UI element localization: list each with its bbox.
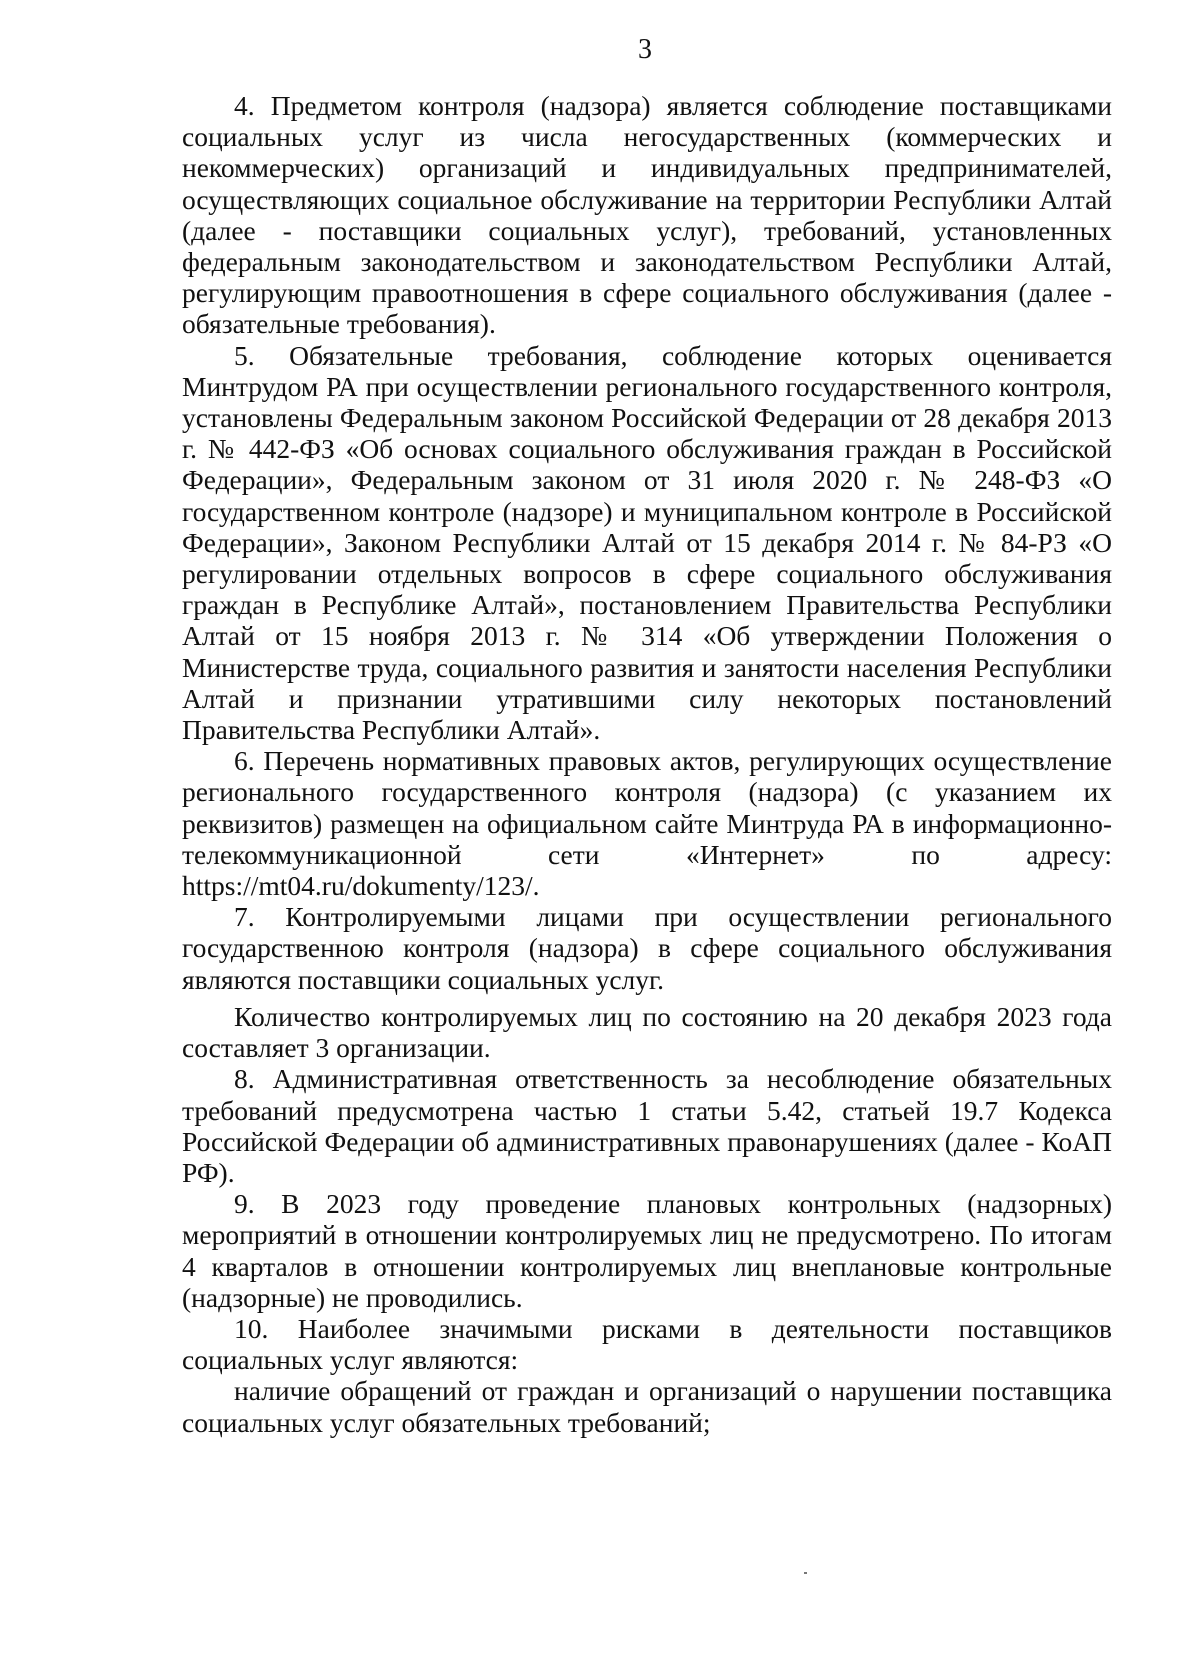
paragraph-risk-item: наличие обращений от граждан и организаций о нарушении поставщика социальных услуг обязательных требований; (182, 1375, 1112, 1438)
paragraph-6: 6. Перечень нормативных правовых актов, регулирующих осуществление регионального государственного контроля (надзора) (с указанием их реквизитов) размещен на официальном сайте Минтруда РА в информационно-телекоммуникационной сети «Интернет» по адресу: https://mt04.ru/dokumenty/123/. (182, 745, 1112, 902)
paragraph-controlled-count: Количество контролируемых лиц по состоянию на 20 декабря 2023 года составляет 3 организации. (182, 1000, 1112, 1064)
paragraph-4: 4. Предметом контроля (надзора) является соблюдение поставщиками социальных услуг из числа негосударственных (коммерческих и некоммерческих) организаций и индивидуальных предпринимателей, осуществляющих социальное обслуживание на территории Республики Алтай (далее - поставщики социальных услуг), требований, установленных федеральным законодательством и законодательством Республики Алтай, регулирующим правоотношения в сфере социального обслуживания (далее - обязательные требования). (182, 90, 1112, 340)
paragraph-8: 8. Административная ответственность за несоблюдение обязательных требований предусмотрена частью 1 статьи 5.42, статьей 19.7 Кодекса Российской Федерации об административных правонарушениях (далее - КоАП РФ). (182, 1063, 1112, 1188)
paragraph-7: 7. Контролируемыми лицами при осуществлении регионального государственною контроля (надзора) в сфере социального обслуживания являются поставщики социальных услуг. (182, 901, 1112, 995)
document-body (182, 90, 1112, 1438)
paragraph-9: 9. В 2023 году проведение плановых контрольных (надзорных) мероприятий в отношении контролируемых лиц не предусмотрено. По итогам 4 кварталов в отношении контролируемых лиц внеплановые контрольные (надзорные) не проводились. (182, 1188, 1112, 1313)
scan-speck (804, 1572, 807, 1574)
paragraph-5: 5. Обязательные требования, соблюдение которых оценивается Минтрудом РА при осуществлении регионального государственного контроля, установлены Федеральным законом Российской Федерации от 28 декабря 2013 г. № 442-ФЗ «Об основах социального обслуживания граждан в Российской Федерации», Федеральным законом от 31 июля 2020 г. № 248-ФЗ «О государственном контроле (надзоре) и муниципальном контроле в Российской Федерации», Законом Республики Алтай от 15 декабря 2014 г. № 84-РЗ «О регулировании отдельных вопросов в сфере социального обслуживания граждан в Республике Алтай», постановлением Правительства Республики Алтай от 15 ноября 2013 г. № 314 «Об утверждении Положения о Министерстве труда, социального развития и занятости населения Республики Алтай и признании утратившими силу некоторых постановлений Правительства Республики Алтай». (182, 339, 1112, 746)
page-number: 3 (638, 34, 652, 65)
paragraph-10: 10. Наиболее значимыми рисками в деятельности поставщиков социальных услуг являются: (182, 1312, 1112, 1376)
